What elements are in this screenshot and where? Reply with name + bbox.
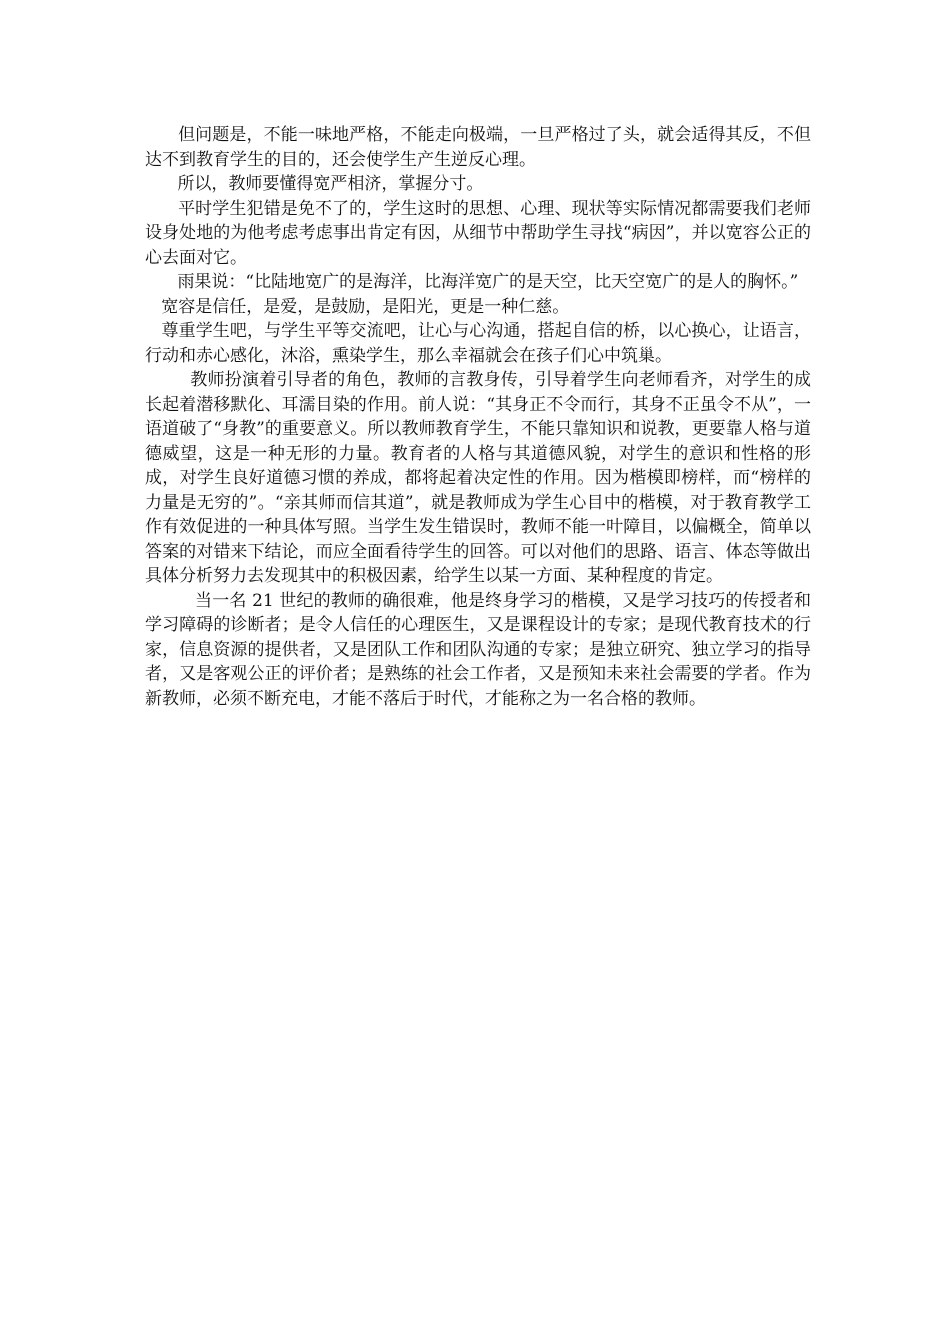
paragraph-indent (145, 125, 178, 145)
paragraph-text: 平时学生犯错是免不了的，学生这时的思想、心理、现状等实际情况都需要我们老师设身处地的为他考虑考虑事出肯定有因，从细节中帮助学生寻找“病因”，并以宽容公正的心去面对它。 (145, 198, 811, 268)
paragraph-indent (145, 297, 161, 317)
paragraph-indent (145, 321, 162, 341)
paragraph-7 (145, 368, 811, 589)
paragraph-indent (145, 174, 177, 194)
paragraph-text: 所以，教师要懂得宽严相济，掌握分寸。 (177, 174, 484, 194)
paragraph-6 (145, 319, 811, 368)
paragraph-text: 尊重学生吧，与学生平等交流吧，让心与心沟通，搭起自信的桥，以心换心，让语言，行动和赤心感化，沐浴，熏染学生，那么幸福就会在孩子们心中筑巢。 (145, 321, 811, 366)
paragraph-text: 教师扮演着引导者的角色，教师的言教身传，引导着学生向老师看齐，对学生的成长起着潜移默化、耳濡目染的作用。前人说：“其身正不令而行，其身不正虽令不从”，一语道破了“身教”的重要意义。所以教师教育学生，不能只靠知识和说教，更要靠人格与道德威望，这是一种无形的力量。教育者的人格与其道德风貌，对学生的意识和性格的形成，对学生良好道德习惯的养成，都将起着决定性的作用。因为楷模即榜样，而“榜样的力量是无穷的”。“亲其师而信其道”，就是教师成为学生心目中的楷模，对于教育教学工作有效促进的一种具体写照。当学生发生错误时，教师不能一叶障目，以偏概全，简单以答案的对错来下结论，而应全面看待学生的回答。可以对他们的思路、语言、体态等做出具体分析努力去发现其中的积极因素，给学生以某一方面、某种程度的肯定。 (145, 370, 811, 586)
paragraph-indent (145, 272, 177, 292)
paragraph-4 (145, 270, 811, 295)
paragraph-text: 当一名 21 世纪的教师的确很难，他是终身学习的楷模，又是学习技巧的传授者和学习障碍的诊断者；是令人信任的心理医生，又是课程设计的专家；是现代教育技术的行家，信息资源的提供者，又是团队工作和团队沟通的专家；是独立研究、独立学习的指导者，又是客观公正的评价者；是熟练的社会工作者，又是预知未来社会需要的学者。作为新教师，必须不断充电，才能不落后于时代，才能称之为一名合格的教师。 (145, 590, 811, 709)
paragraph-8 (145, 589, 811, 712)
paragraph-indent (145, 591, 195, 611)
paragraph-indent (145, 370, 190, 390)
paragraph-text: 宽容是信任，是爱，是鼓励，是阳光，更是一种仁慈。 (161, 296, 570, 317)
document-body (145, 123, 811, 711)
paragraph-5 (145, 295, 811, 320)
paragraph-1 (145, 123, 811, 172)
paragraph-text: 但问题是，不能一味地严格，不能走向极端，一旦严格过了头，就会适得其反，不但达不到教育学生的目的，还会使学生产生逆反心理。 (145, 125, 811, 170)
paragraph-indent (145, 199, 178, 219)
paragraph-2 (145, 172, 811, 197)
paragraph-3 (145, 197, 811, 271)
paragraph-text: 雨果说：“比陆地宽广的是海洋，比海洋宽广的是天空，比天空宽广的是人的胸怀。” (177, 272, 799, 292)
